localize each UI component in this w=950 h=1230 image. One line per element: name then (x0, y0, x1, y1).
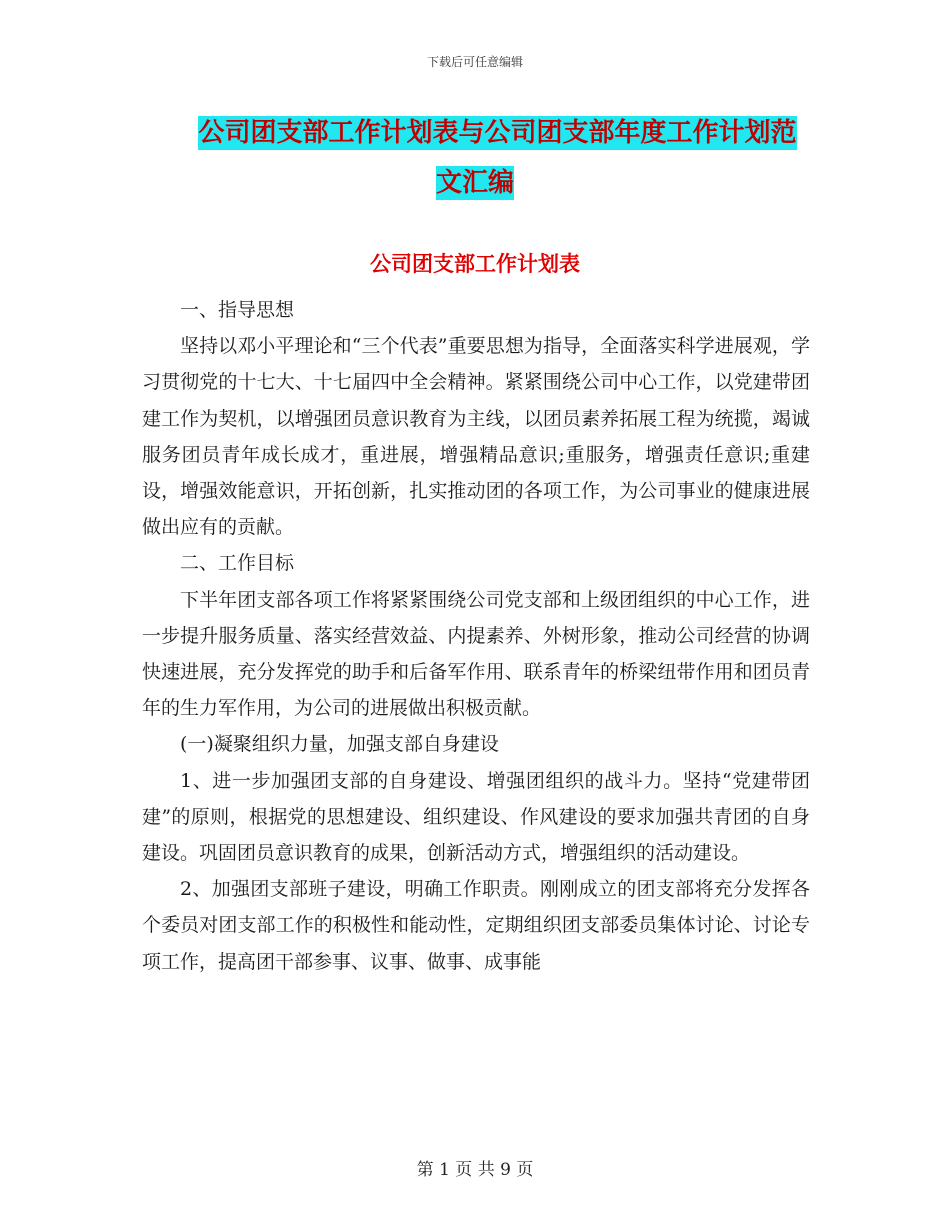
document-body (142, 292, 810, 980)
page-number: 第 1 页 共 9 页 (416, 1160, 534, 1180)
document-title (0, 108, 950, 208)
paragraph-item-1: 1、进一步加强团支部的自身建设、增强团组织的战斗力。坚持“党建带团建”的原则，根据党的思想建设、组织建设、作风建设的要求加强共青团的自身建设。巩固团员意识教育的成果，创新活动方式，增强组织的活动建设。 (142, 769, 810, 865)
title-line-2: 文汇编 (435, 168, 514, 198)
heading-work-goals: 二、工作目标 (180, 552, 295, 575)
subheading-organization: (一)凝聚组织力量，加强支部自身建设 (180, 733, 499, 756)
paragraph-item-2: 2、加强团支部班子建设，明确工作职责。刚刚成立的团支部将充分发挥各个委员对团支部工作的积极性和能动性，定期组织团支部委员集体讨论、讨论专项工作，提高团干部参事、议事、做事、成事能 (142, 878, 810, 973)
header-note: 下载后可任意编辑 (426, 55, 523, 69)
title-line-1: 公司团支部工作计划表与公司团支部年度工作计划范 (198, 118, 797, 148)
heading-guiding-ideology: 一、指导思想 (180, 299, 295, 321)
paragraph-guiding-ideology: 坚持以邓小平理论和“三个代表”重要思想为指导，全面落实科学进展观，学习贯彻党的十七大、十七届四中全会精神。紧紧围绕公司中心工作，以党建带团建工作为契机，以增强团员意识教育为主线，以团员素养拓展工程为统揽，竭诚服务团员青年成长成才，重进展，增强精品意识;重服务，增强责任意识;重建设，增强效能意识，开拓创新，扎实推动团的各项工作，为公司事业的健康进展做出应有的贡献。 (142, 335, 810, 539)
paragraph-work-goals: 下半年团支部各项工作将紧紧围绕公司党支部和上级团组织的中心工作，进一步提升服务质量、落实经营效益、内提素养、外树形象，推动公司经营的协调快速进展，充分发挥党的助手和后备军作用、联系青年的桥梁纽带作用和团员青年的生力军作用，为公司的进展做出积极贡献。 (142, 588, 810, 720)
section-title: 公司团支部工作计划表 (370, 252, 580, 276)
